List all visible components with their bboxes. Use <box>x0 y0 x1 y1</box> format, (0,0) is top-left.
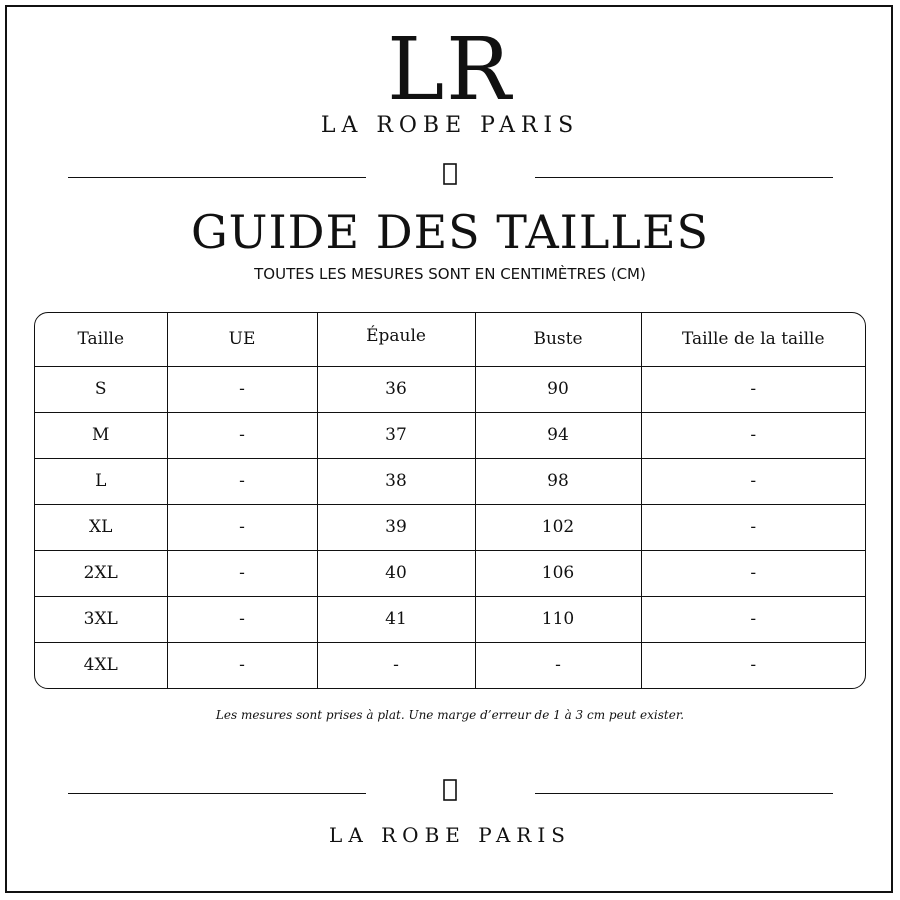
cell-bust: 110 <box>475 596 641 642</box>
column-header-waist: Taille de la taille <box>641 313 865 366</box>
measurement-note: Les mesures sont prises à plat. Une marge d’erreur de 1 à 3 cm peut exister. <box>215 708 685 722</box>
cell-shoulder: 40 <box>317 550 475 596</box>
header-divider-left <box>68 177 366 178</box>
cell-waist: - <box>641 504 865 550</box>
cell-bust: 102 <box>475 504 641 550</box>
cell-size: L <box>35 458 167 504</box>
ornament-box-icon <box>435 159 465 189</box>
cell-waist: - <box>641 596 865 642</box>
cell-bust: 94 <box>475 412 641 458</box>
table-row <box>35 642 865 688</box>
footer-divider-left <box>68 793 366 794</box>
cell-shoulder: 39 <box>317 504 475 550</box>
cell-shoulder: - <box>317 642 475 688</box>
size-table <box>35 313 865 688</box>
table-header-row <box>35 313 865 366</box>
table-row <box>35 366 865 412</box>
brand-name-footer: LA ROBE PARIS <box>329 823 571 847</box>
cell-bust: 98 <box>475 458 641 504</box>
column-header-eu: UE <box>167 313 317 366</box>
cell-eu: - <box>167 596 317 642</box>
page-title: GUIDE DES TAILLES <box>190 205 710 259</box>
cell-eu: - <box>167 642 317 688</box>
table-row <box>35 504 865 550</box>
table-row <box>35 596 865 642</box>
cell-size: 3XL <box>35 596 167 642</box>
table-row <box>35 412 865 458</box>
page-subtitle: TOUTES LES MESURES SONT EN CENTIMÈTRES (CM) <box>254 265 646 283</box>
ornament-box-icon <box>435 775 465 805</box>
cell-bust: 90 <box>475 366 641 412</box>
cell-bust: 106 <box>475 550 641 596</box>
cell-size: 2XL <box>35 550 167 596</box>
cell-shoulder: 36 <box>317 366 475 412</box>
table-row <box>35 550 865 596</box>
cell-size: M <box>35 412 167 458</box>
cell-shoulder: 38 <box>317 458 475 504</box>
cell-waist: - <box>641 550 865 596</box>
cell-size: 4XL <box>35 642 167 688</box>
cell-size: XL <box>35 504 167 550</box>
cell-bust: - <box>475 642 641 688</box>
table-row <box>35 458 865 504</box>
cell-shoulder: 41 <box>317 596 475 642</box>
cell-eu: - <box>167 504 317 550</box>
cell-eu: - <box>167 366 317 412</box>
cell-waist: - <box>641 366 865 412</box>
cell-eu: - <box>167 550 317 596</box>
brand-logo-monogram: LR <box>387 20 513 120</box>
cell-waist: - <box>641 458 865 504</box>
header-divider-right <box>535 177 833 178</box>
brand-name-header: LA ROBE PARIS <box>320 113 580 138</box>
cell-waist: - <box>641 642 865 688</box>
size-table-container <box>34 312 866 689</box>
footer-divider-right <box>535 793 833 794</box>
cell-size: S <box>35 366 167 412</box>
column-header-size: Taille <box>35 313 167 366</box>
cell-shoulder: 37 <box>317 412 475 458</box>
cell-eu: - <box>167 458 317 504</box>
column-header-shoulder: Épaule <box>317 313 475 366</box>
cell-waist: - <box>641 412 865 458</box>
cell-eu: - <box>167 412 317 458</box>
column-header-bust: Buste <box>475 313 641 366</box>
